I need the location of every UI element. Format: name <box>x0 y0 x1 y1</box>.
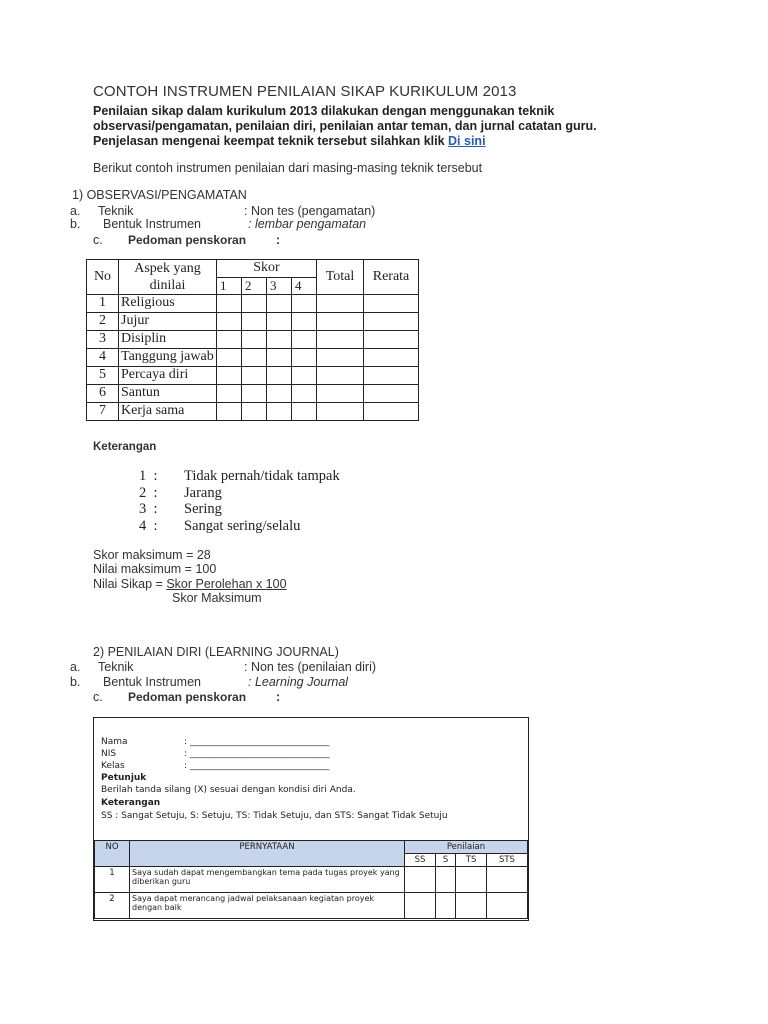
keterangan-item: 2 : <box>139 485 158 501</box>
keterangan-item: 4 : <box>139 518 158 534</box>
s1-a-value: : Non tes (pengamatan) <box>244 204 376 218</box>
row-aspek: Jujur <box>119 313 217 331</box>
s2-a-label: a. <box>70 660 81 674</box>
s1-a-key: Teknik <box>98 204 134 218</box>
kelas-field[interactable]: : _______________________________ <box>184 761 330 771</box>
nis-field[interactable]: : _______________________________ <box>184 749 330 759</box>
answer-cell[interactable] <box>456 867 487 893</box>
answer-cell[interactable] <box>435 893 455 919</box>
ket-num: 4 <box>139 518 147 534</box>
s2-c-colon: : <box>276 690 281 704</box>
header-penilaian: Penilaian <box>405 841 528 854</box>
header-skor: Skor <box>217 260 317 278</box>
s1-c-colon: : <box>276 233 281 247</box>
intro-note: Berikut contoh instrumen penilaian dari masing-masing teknik tersebut <box>93 161 483 175</box>
s2-b-value: : Learning Journal <box>248 675 349 689</box>
row-no: 6 <box>87 385 119 403</box>
section2-heading: 2) PENILAIAN DIRI (LEARNING JOURNAL) <box>93 645 339 659</box>
s2-c-label: c. <box>93 690 103 704</box>
answer-cell[interactable] <box>486 867 527 893</box>
answer-cell[interactable] <box>486 893 527 919</box>
nama-field[interactable]: : _______________________________ <box>184 737 330 747</box>
header-total: Total <box>317 260 364 295</box>
ket-text: Tidak pernah/tidak tampak <box>184 468 340 484</box>
header-no: No <box>87 260 119 295</box>
row-no: 4 <box>87 349 119 367</box>
table-row <box>87 349 419 367</box>
scale-s: S <box>435 854 455 867</box>
answer-cell[interactable] <box>405 893 436 919</box>
s1-c-label: c. <box>93 233 103 247</box>
row-no: 1 <box>95 867 130 893</box>
row-no: 1 <box>87 295 119 313</box>
row-no: 2 <box>95 893 130 919</box>
s2-b-label: b. <box>70 675 81 689</box>
answer-cell[interactable] <box>435 867 455 893</box>
di-sini-link[interactable]: Di sini <box>448 134 486 148</box>
s1-a-label: a. <box>70 204 81 218</box>
row-no: 3 <box>87 331 119 349</box>
row-aspek: Percaya diri <box>119 367 217 385</box>
s1-b-label: b. <box>70 217 81 231</box>
learning-journal-form <box>93 717 529 921</box>
s1-b-value: : lembar pengamatan <box>248 217 367 231</box>
header-pernyataan: PERNYATAAN <box>130 841 405 867</box>
s1-c-key: Pedoman penskoran <box>128 233 247 247</box>
keterangan-item: 3 : <box>139 501 158 517</box>
nis-label: NIS <box>101 749 117 759</box>
statement-table <box>94 840 528 919</box>
header-aspek: Aspek yang dinilai <box>119 260 217 295</box>
header-rerata: Rerata <box>364 260 419 295</box>
table-row <box>87 385 419 403</box>
intro-text: Penilaian sikap dalam kurikulum 2013 dilakukan dengan menggunakan teknik observasi/pengamatan, penilaian diri, penilaian antar teman, dan jurnal catatan guru. Penjelasan mengenai keempat teknik tersebut silahkan klik <box>93 104 597 148</box>
ket-text: Jarang <box>184 485 222 501</box>
row-aspek: Religious <box>119 295 217 313</box>
answer-cell[interactable] <box>405 867 436 893</box>
skor-col-1: 1 <box>217 278 242 295</box>
s2-a-key: Teknik <box>98 660 134 674</box>
keterangan-heading: Keterangan <box>93 441 157 453</box>
ket-num: 1 <box>139 468 147 484</box>
observation-table <box>86 259 419 421</box>
table-row <box>95 893 528 919</box>
nilai-sikap <box>93 577 287 591</box>
s1-b-key: Bentuk Instrumen <box>103 217 201 231</box>
row-aspek: Disiplin <box>119 331 217 349</box>
row-no: 2 <box>87 313 119 331</box>
row-statement: Saya sudah dapat mengembangkan tema pada tugas proyek yang diberikan guru <box>130 867 405 893</box>
row-aspek: Tanggung jawab <box>119 349 217 367</box>
form-keterangan-heading: Keterangan <box>101 798 161 808</box>
nilai-maksimum: Nilai maksimum = 100 <box>93 562 217 576</box>
table-row <box>87 367 419 385</box>
row-no: 7 <box>87 403 119 421</box>
ket-num: 2 <box>139 485 147 501</box>
skor-col-4: 4 <box>292 278 317 295</box>
header-no: NO <box>95 841 130 867</box>
ket-num: 3 <box>139 501 147 517</box>
row-statement: Saya dapat merancang jadwal pelaksanaan kegiatan proyek dengan baik <box>130 893 405 919</box>
table-row <box>87 403 419 421</box>
scale-sts: STS <box>486 854 527 867</box>
page-title: CONTOH INSTRUMEN PENILAIAN SIKAP KURIKULUM 2013 <box>93 83 517 100</box>
form-keterangan-text: SS : Sangat Setuju, S: Setuju, TS: Tidak Setuju, dan STS: Sangat Tidak Setuju <box>101 811 448 821</box>
ket-text: Sering <box>184 501 222 517</box>
scale-ts: TS <box>456 854 487 867</box>
skor-maksimum: Skor maksimum = 28 <box>93 548 211 562</box>
kelas-label: Kelas <box>101 761 125 771</box>
nama-label: Nama <box>101 737 128 747</box>
scale-ss: SS <box>405 854 436 867</box>
nilai-sikap-denominator: Skor Maksimum <box>172 591 262 605</box>
table-row <box>87 331 419 349</box>
s2-a-value: : Non tes (penilaian diri) <box>244 660 377 674</box>
skor-col-3: 3 <box>267 278 292 295</box>
table-row <box>87 295 419 313</box>
answer-cell[interactable] <box>456 893 487 919</box>
nilai-sikap-label: Nilai Sikap = <box>93 577 167 591</box>
ket-text: Sangat sering/selalu <box>184 518 301 534</box>
keterangan-item: 1 : <box>139 468 158 484</box>
nilai-sikap-numerator: Skor Perolehan x 100 <box>166 577 287 591</box>
s2-c-key: Pedoman penskoran <box>128 690 247 704</box>
intro-paragraph <box>93 104 633 149</box>
petunjuk-heading: Petunjuk <box>101 773 147 783</box>
table-row <box>95 867 528 893</box>
row-aspek: Kerja sama <box>119 403 217 421</box>
row-no: 5 <box>87 367 119 385</box>
section1-heading: 1) OBSERVASI/PENGAMATAN <box>72 188 247 202</box>
row-aspek: Santun <box>119 385 217 403</box>
table-row <box>87 313 419 331</box>
petunjuk-text: Berilah tanda silang (X) sesuai dengan kondisi diri Anda. <box>101 785 356 795</box>
skor-col-2: 2 <box>242 278 267 295</box>
s2-b-key: Bentuk Instrumen <box>103 675 201 689</box>
